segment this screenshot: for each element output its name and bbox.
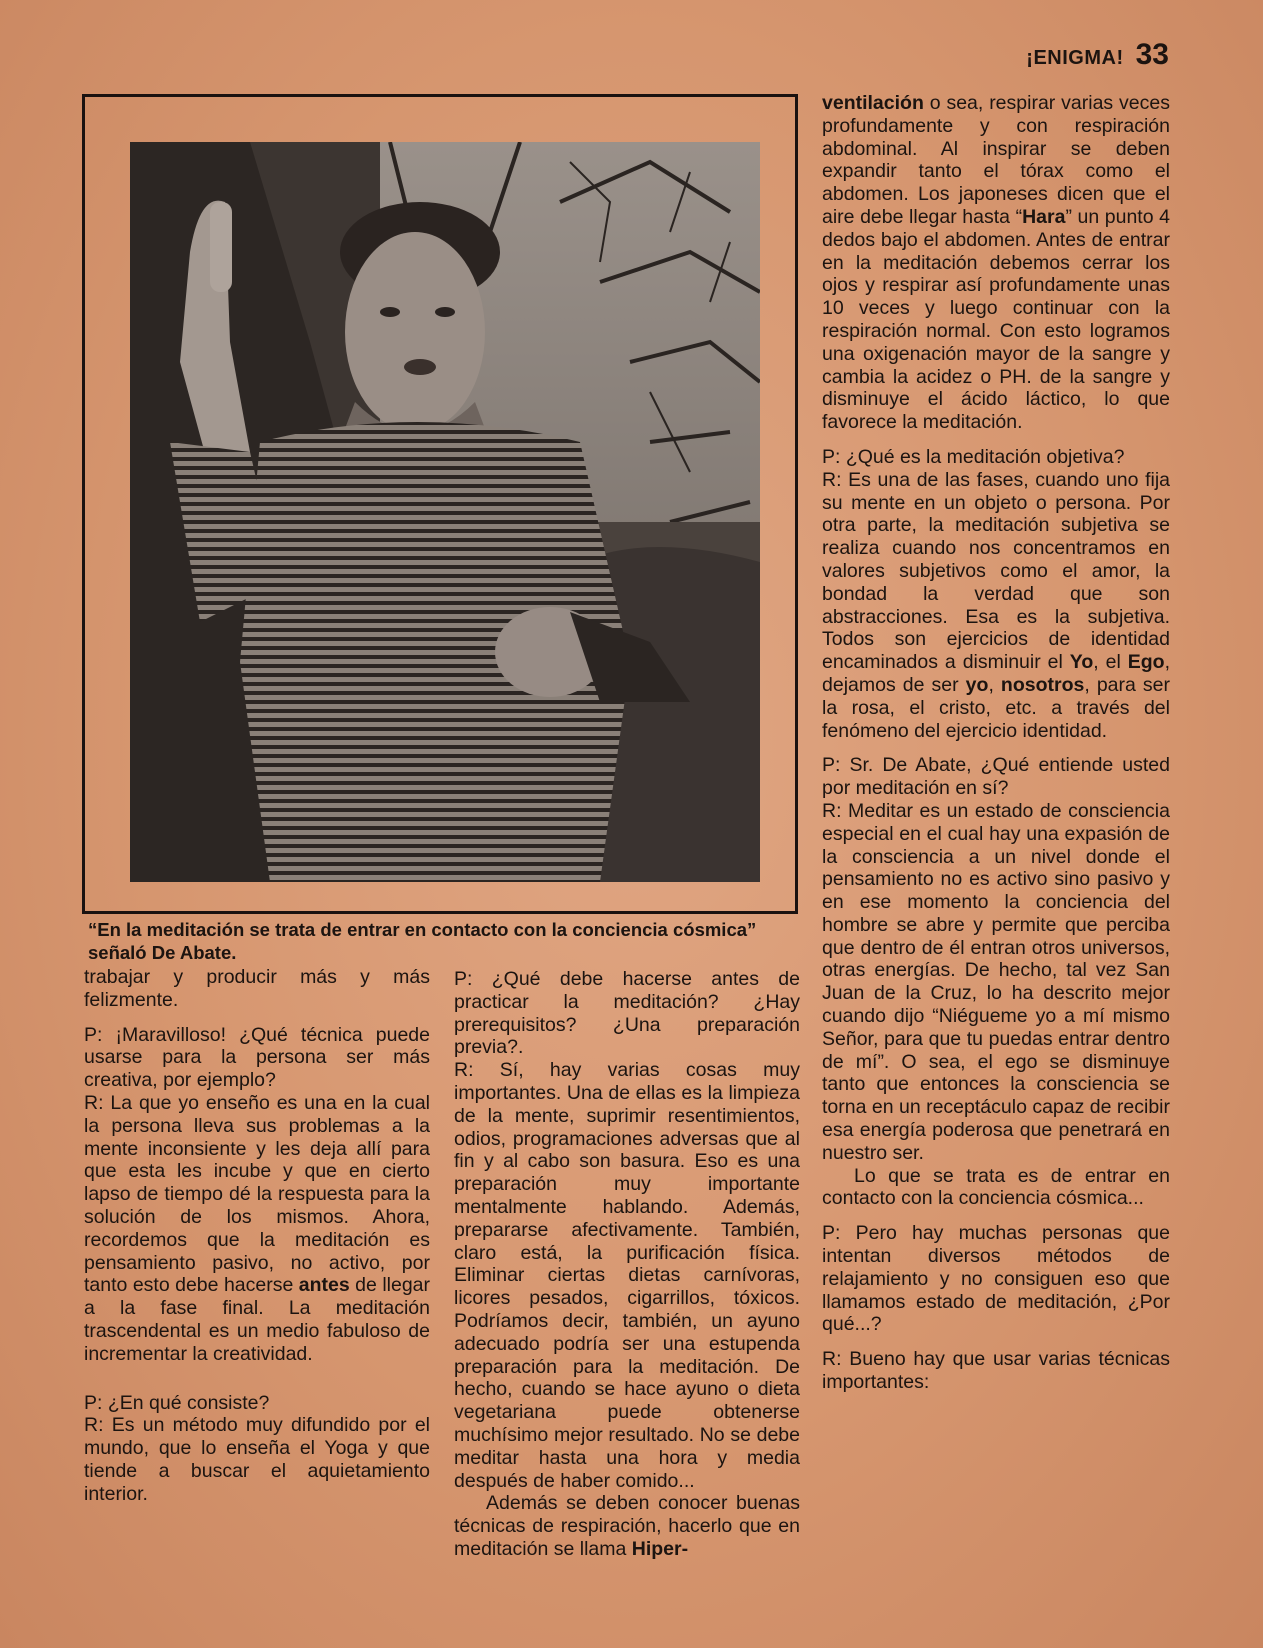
photo-illustration bbox=[130, 142, 760, 882]
question: P: ¿En qué consiste? bbox=[84, 1391, 270, 1414]
paragraph: Lo que se trata es de entrar en contacto con la conciencia cósmica... bbox=[822, 1164, 1170, 1210]
text-column-2 bbox=[454, 968, 800, 1561]
answer: R: La que yo enseño es una en la cual la persona lleva sus problemas a la mente inconsiente y les deja allí para que esta les incube y que en cierto lapso de tiempo dé la respuesta para la solución de los mismos. Ahora, recordemos que la meditación es pensamiento pasivo, no activo, por tanto esto debe hacerse antes de llegar a la fase final. La meditación trascendental es un medio fabuloso de incrementar la creatividad. bbox=[84, 1091, 431, 1365]
answer: R: Sí, hay varias cosas muy importantes. Una de ellas es la limpieza de la mente, suprimir resentimientos, odios, programaciones adversas que al fin y al cabo son basura. Eso es una preparación muy importante mentalmente hablando. Además, prepararse afectivamente. También, claro está, la purificación física. Eliminar ciertas dietas carnívoras, licores pesados, cigarrillos, tóxicos. Podríamos decir, también, un ayuno adecuado podría ser una estupenda preparación para la meditación. De hecho, cuando se hace ayuno o dieta vegetariana puede obtenerse muchísimo mejor resultado. No se debe meditar hasta una hora y media después de haber comido... bbox=[454, 1059, 800, 1492]
text-column-3 bbox=[822, 92, 1170, 1394]
question: P: Pero hay muchas personas que intentan diversos métodos de relajamiento y no consiguen eso que llamamos estado de meditación, ¿Por qué...? bbox=[822, 1222, 1170, 1336]
page-header bbox=[1026, 38, 1169, 72]
answer: R: Bueno hay que usar varias técnicas importantes: bbox=[822, 1348, 1170, 1394]
paragraph: Además se deben conocer buenas técnicas de respiración, hacerlo que en meditación se llama Hiper- bbox=[454, 1492, 800, 1560]
question: P: ¡Maravilloso! ¿Qué técnica puede usarse para la persona ser más creativa, por ejemplo? bbox=[84, 1023, 430, 1092]
question: P: ¿Qué es la meditación objetiva? bbox=[822, 445, 1125, 468]
paragraph: trabajar y producir más y más felizmente. bbox=[84, 966, 430, 1011]
photo-man-gesturing bbox=[130, 142, 760, 882]
magazine-title: ¡ENIGMA! bbox=[1026, 47, 1124, 69]
paragraph: ventilación o sea, respirar varias veces profundamente y con respiración abdominal. Al inspirar se deben expandir tanto el tórax como el abdomen. Los japoneses dicen que el aire debe llegar hasta “Hara” un punto 4 dedos bajo el abdomen. Antes de entrar en la meditación debemos cerrar los ojos y respirar así profundamente unas 10 veces y luego continuar con la respiración normal. Con esto logramos una oxigenación mayor de la sangre y cambia la acidez o PH. de la sangre y disminuye el ácido láctico, lo que favorece la meditación. bbox=[822, 92, 1170, 434]
answer: R: Es un método muy difundido por el mundo, que lo enseña el Yoga y que tiende a buscar el aquietamiento interior. bbox=[84, 1414, 430, 1505]
question: P: ¿Qué debe hacerse antes de practicar la meditación? ¿Hay prerequisitos? ¿Una preparación previa?. bbox=[454, 968, 800, 1059]
answer: R: Es una de las fases, cuando uno fija su mente en un objeto o persona. Por otra parte, la meditación subjetiva se realiza cuando nos concentramos en valores subjetivos como el amor, la bondad la verdad que son abstracciones. Esa es la subjetiva. Todos son ejercicios de identidad encaminados a disminuir el Yo, el Ego, dejamos de ser yo, nosotros, para ser la rosa, el cristo, etc. a través del fenómeno del ejercicio identidad. bbox=[822, 468, 1170, 742]
page-number: 33 bbox=[1135, 38, 1169, 71]
text-column-1 bbox=[84, 966, 430, 1506]
photo-caption: “En la meditación se trata de entrar en contacto con la conciencia cósmica” señaló De Abate. bbox=[88, 919, 757, 963]
answer: R: Meditar es un estado de consciencia especial en el cual hay una expasión de la consciencia a un nivel donde el pensamiento no es activo sino pasivo y en ese momento la conciencia del hombre se abre y permite que perciba que dentro de él entran otros universos, otras energías. De hecho, tal vez San Juan de la Cruz, lo ha descrito mejor cuando dijo “Niégueme yo a mí mismo Señor, para que tu puedas entrar dentro de mí”. O sea, el ego se disminuye tanto que entonces la consciencia se torna en un receptáculo capaz de recibir esa energía poderosa que penetrará en nuestro ser. bbox=[822, 799, 1170, 1164]
question: P: Sr. De Abate, ¿Qué entiende usted por meditación en sí? bbox=[822, 754, 1170, 800]
